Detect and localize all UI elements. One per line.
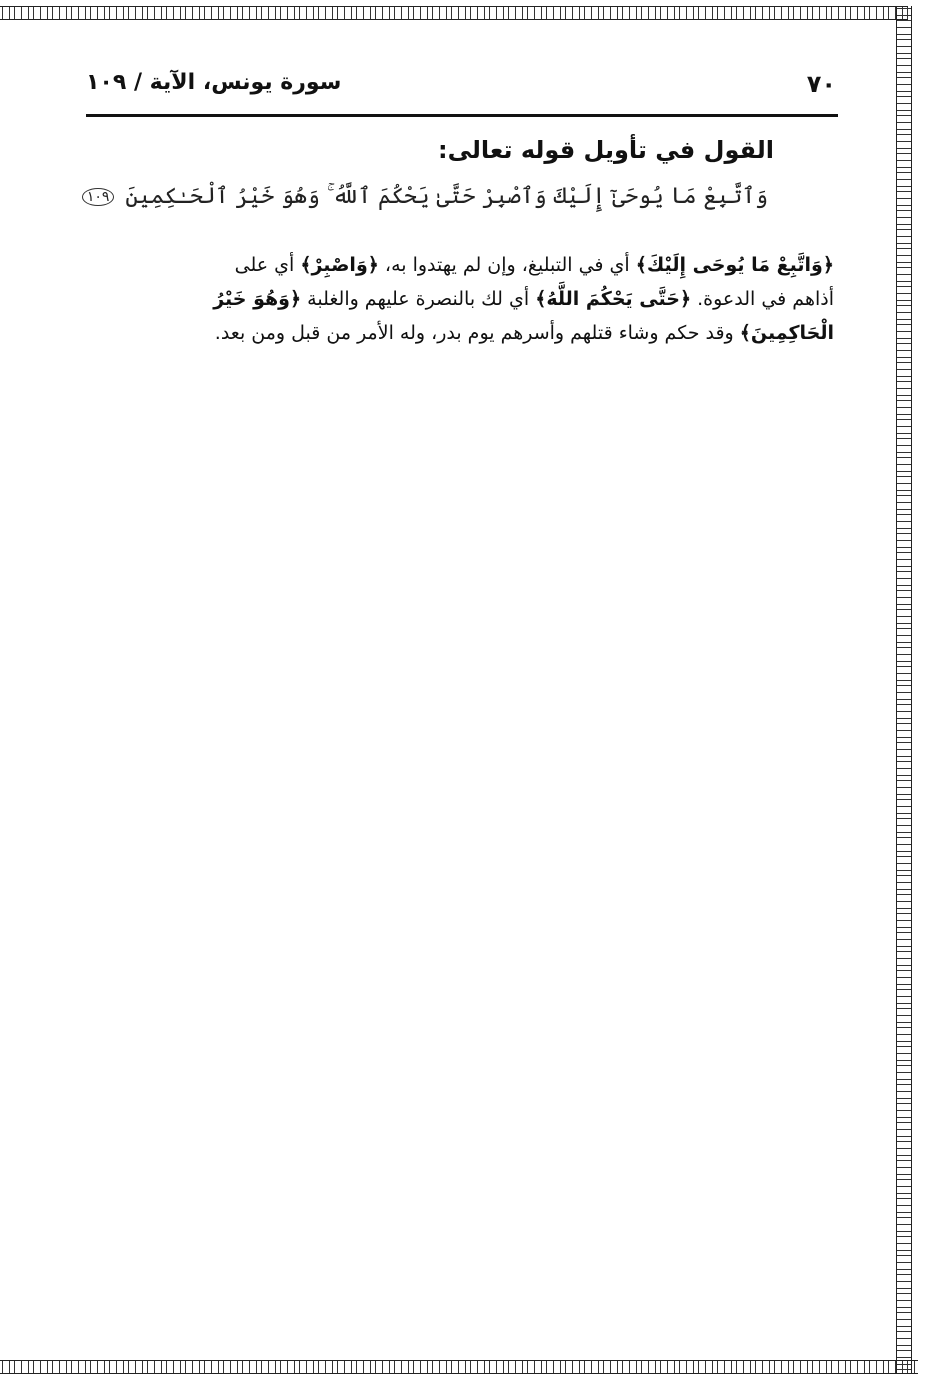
commentary-line-1: [118, 248, 834, 282]
commentary-text: وقد حكم وشاء قتلهم وأسرهم يوم بدر، وله الأمر من قبل ومن بعد.: [214, 322, 740, 344]
commentary-text: أي على: [234, 254, 301, 276]
section-heading: القول في تأويل قوله تعالى:: [438, 136, 774, 164]
ornamental-border-top: [0, 6, 908, 20]
commentary-text: أي لك بالنصرة عليهم والغلبة: [301, 288, 536, 310]
verse-text: وَٱتَّبِعْ مَا يُوحَىٰٓ إِلَيْكَ وَٱصْبِرْ حَتَّىٰ يَحْكُمَ ٱللَّهُ ۚ وَهُوَ خَيْرُ ٱلْحَـٰكِمِينَ: [125, 184, 768, 209]
header-rule: [86, 114, 838, 117]
commentary-text: أذاهم في الدعوة.: [691, 288, 834, 310]
commentary-paragraph: [118, 248, 834, 350]
quran-verse: [82, 184, 768, 209]
page-header: [86, 62, 836, 112]
running-title: سورة يونس، الآية / ١٠٩: [86, 70, 342, 95]
ornamental-border-right: [896, 6, 912, 1374]
commentary-text: أي في التبليغ، وإن لم يهتدوا به،: [378, 254, 636, 276]
commentary-line-2: [118, 282, 834, 316]
verse-number-marker: ١٠٩: [82, 188, 115, 206]
quoted-verse: ﴿وَاصْبِرْ﴾: [300, 254, 379, 276]
ornamental-border-bottom: [0, 1360, 918, 1374]
quoted-verse: ﴿وَهُوَ خَيْرُ: [213, 288, 302, 310]
quoted-verse: الْحَاكِمِينَ﴾: [739, 322, 834, 344]
quoted-verse: ﴿حَتَّى يَحْكُمَ اللَّهُ﴾: [535, 288, 692, 310]
commentary-line-3: [118, 316, 834, 350]
page-number: ٧٠: [806, 70, 836, 98]
quoted-verse: ﴿وَاتَّبِعْ مَا يُوحَى إِلَيْكَ﴾: [635, 254, 834, 276]
